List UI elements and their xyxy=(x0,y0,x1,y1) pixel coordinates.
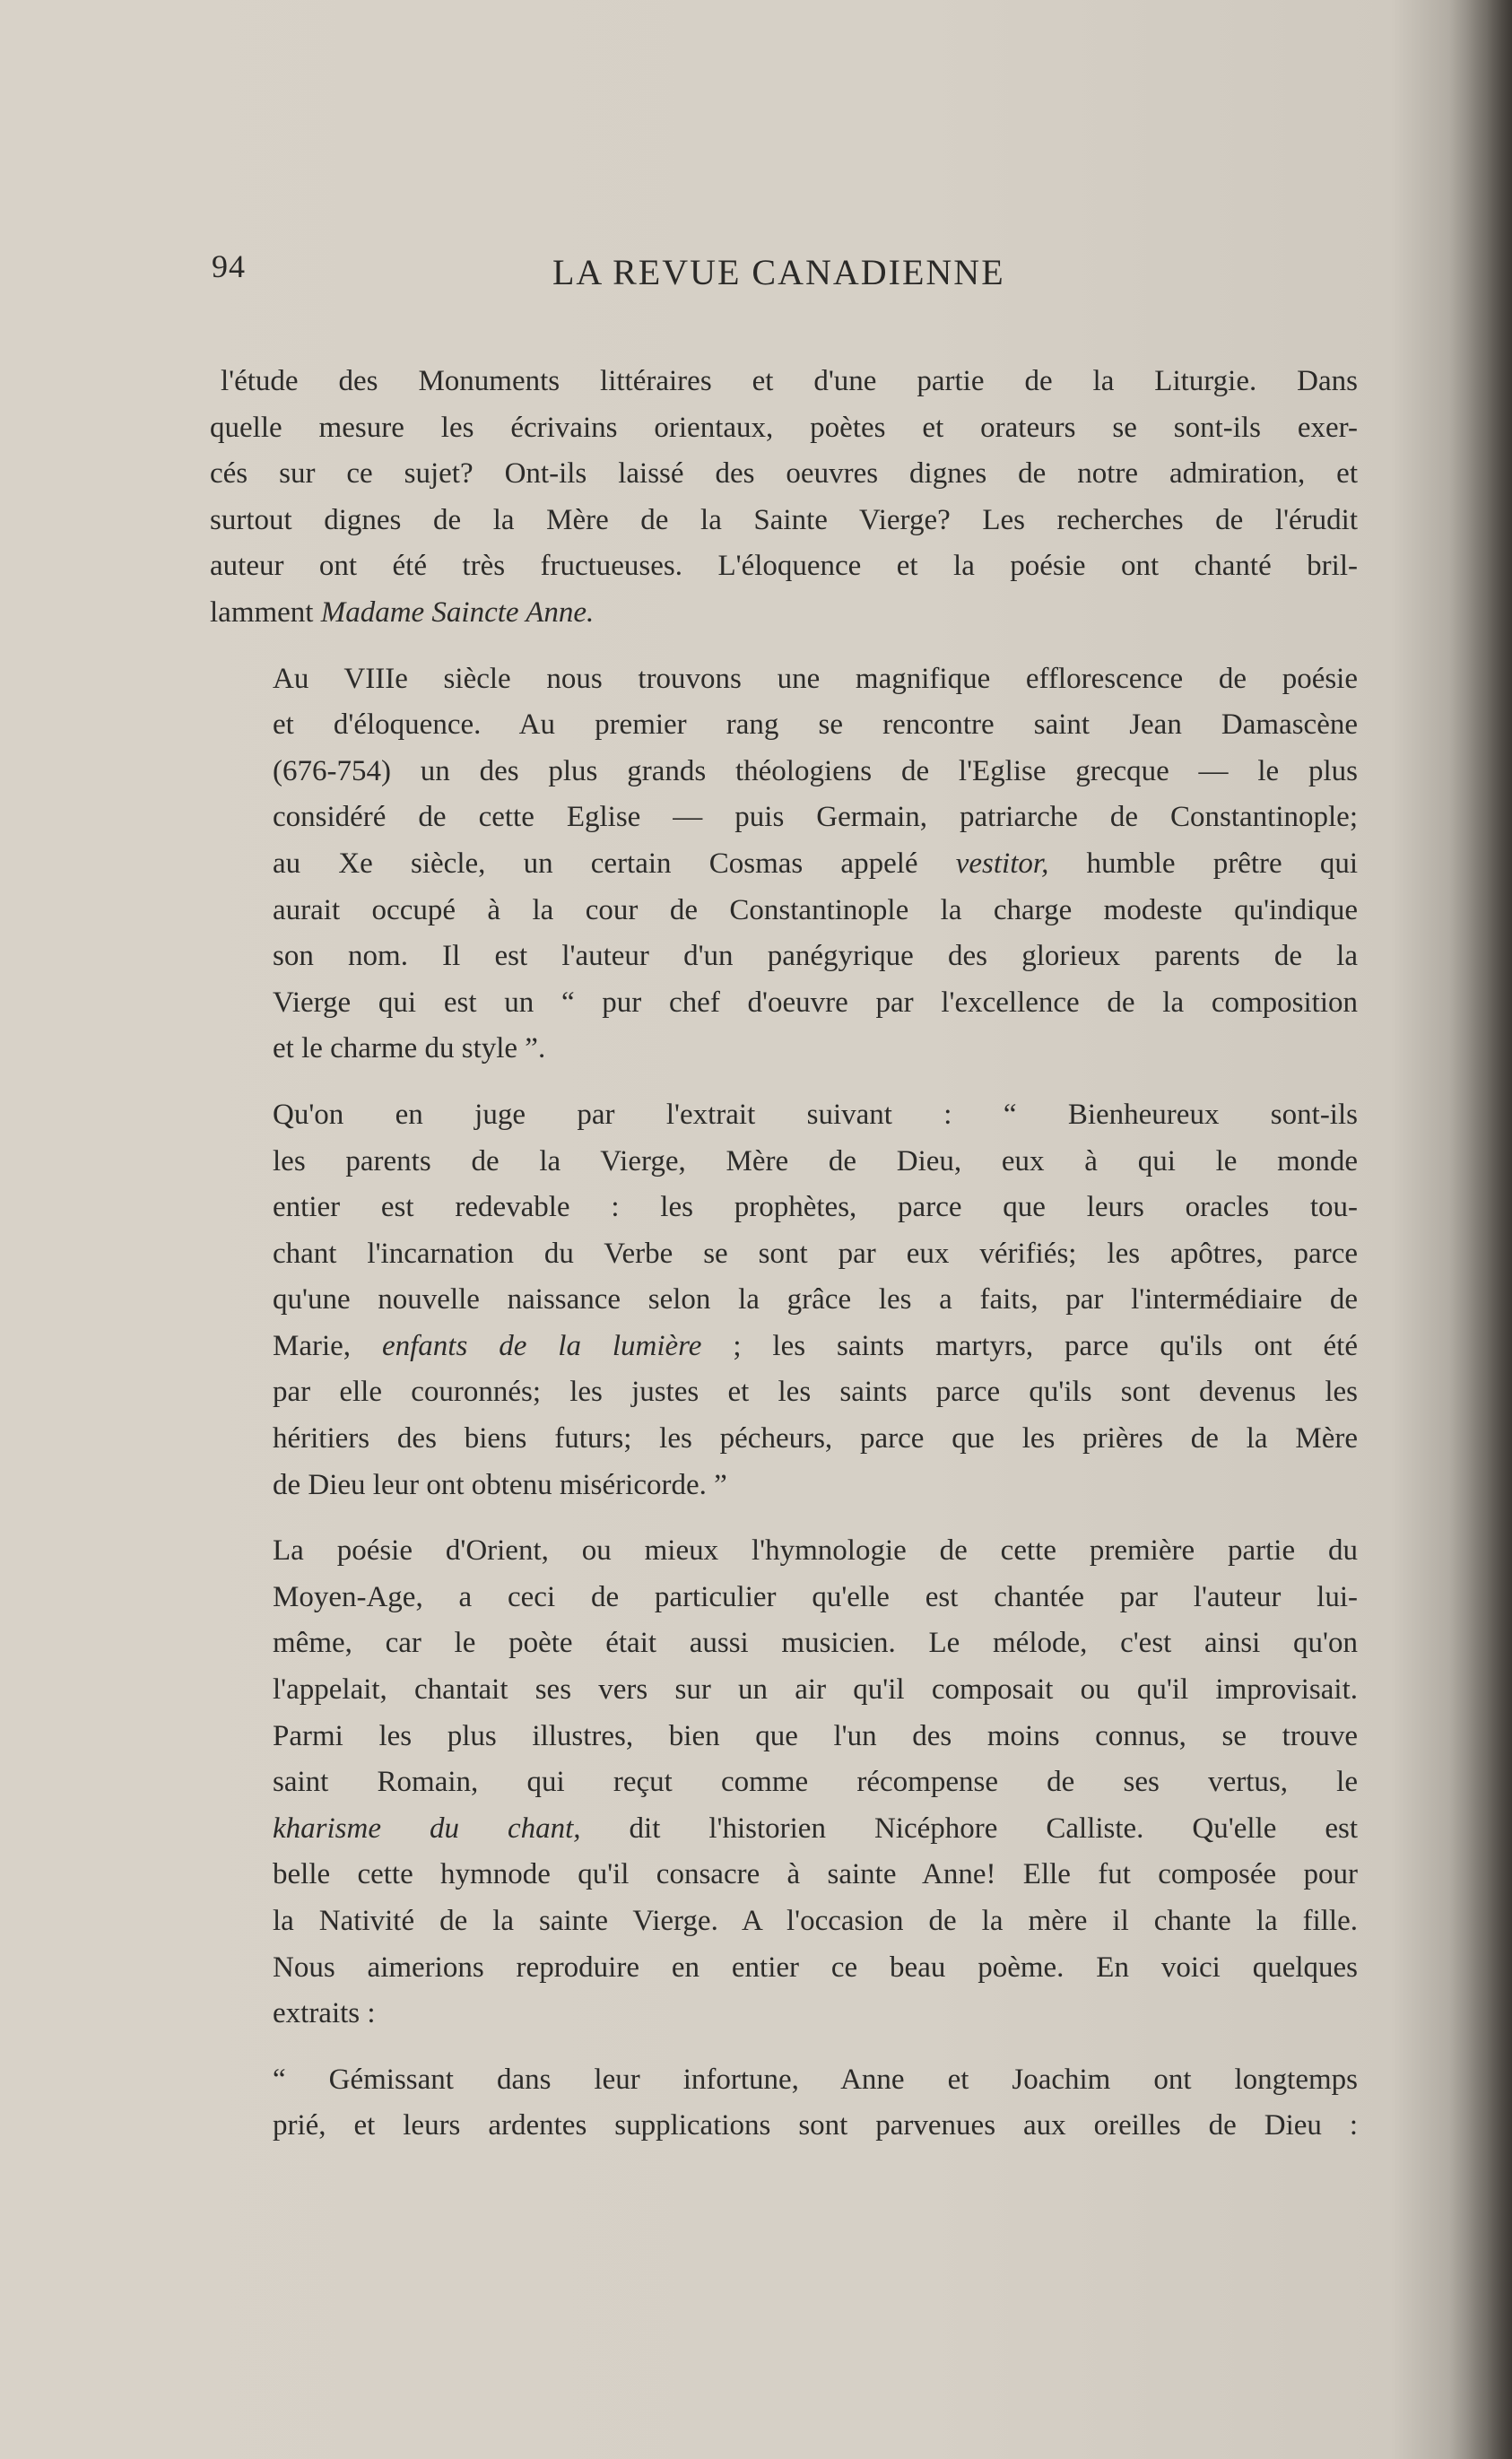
text-line: Qu'on en juge par l'extrait suivant : “ Bienheureux sont-ils xyxy=(273,1098,1358,1131)
text-line: qu'une nouvelle naissance selon la grâce les a faits, par l'intermédiaire de xyxy=(273,1283,1358,1316)
text-span: lamment xyxy=(210,595,321,629)
text-line: considéré de cette Eglise — puis Germain, patriarche de Constantinople; xyxy=(273,801,1358,834)
body-text xyxy=(210,359,1358,2169)
text-line: Moyen-Age, a ceci de particulier qu'elle est chantée par l'auteur lui- xyxy=(273,1580,1358,1613)
text-line: Au VIIIe siècle nous trouvons une magnifique efflorescence de poésie xyxy=(273,662,1358,695)
text-line: La poésie d'Orient, ou mieux l'hymnologie de cette première partie du xyxy=(273,1534,1358,1568)
paragraph-2 xyxy=(210,656,1358,1073)
italic-term: vestitor, xyxy=(955,847,1049,880)
text-line xyxy=(210,590,1358,637)
text-line xyxy=(210,841,1358,888)
text-line: la Nativité de la sainte Vierge. A l'occasion de la mère il chante la fille. xyxy=(273,1905,1358,1937)
italic-term: kharisme du chant, xyxy=(273,1812,581,1845)
text-line: Vierge qui est un “ pur chef d'oeuvre par l'excellence de la composition xyxy=(273,986,1358,1019)
text-line: belle cette hymnode qu'il consacre à sainte Anne! Elle fut composée pour xyxy=(273,1858,1358,1891)
text-line: l'étude des Monuments littéraires et d'une partie de la Liturgie. Dans xyxy=(221,365,1358,397)
text-line: héritiers des biens futurs; les pécheurs, parce que les prières de la Mère xyxy=(273,1422,1358,1455)
text-line xyxy=(210,1806,1358,1853)
text-line: chant l'incarnation du Verbe se sont par eux vérifiés; les apôtres, parce xyxy=(273,1237,1358,1270)
text-line: et le charme du style ”. xyxy=(273,1032,546,1065)
text-line: de Dieu leur ont obtenu miséricorde. ” xyxy=(273,1468,727,1501)
text-span: humble prêtre qui xyxy=(1048,847,1359,880)
paragraph-3 xyxy=(210,1092,1358,1508)
text-line: auteur ont été très fructueuses. L'éloquence et la poésie ont chanté bril- xyxy=(210,550,1358,583)
text-line: prié, et leurs ardentes supplications sont parvenues aux oreilles de Dieu : xyxy=(273,2109,1358,2142)
text-line: (676-754) un des plus grands théologiens de l'Eglise grecque — le plus xyxy=(273,754,1358,787)
paragraph-4 xyxy=(210,1528,1358,2038)
page-header xyxy=(212,244,1369,298)
text-line: son nom. Il est l'auteur d'un panégyrique des glorieux parents de la xyxy=(273,940,1358,973)
text-line: entier est redevable : les prophètes, parce que leurs oracles tou- xyxy=(273,1191,1358,1224)
text-span: Marie, xyxy=(273,1329,382,1362)
text-line: “ Gémissant dans leur infortune, Anne et Joachim ont longtemps xyxy=(273,2063,1358,2096)
text-line: même, car le poète était aussi musicien. Le mélode, c'est ainsi qu'on xyxy=(273,1627,1358,1660)
text-line: cés sur ce sujet? Ont-ils laissé des oeuvres dignes de notre admiration, et xyxy=(210,457,1358,491)
paragraph-1 xyxy=(210,359,1358,637)
text-line: extraits : xyxy=(273,1997,376,2030)
text-line: aurait occupé à la cour de Constantinople la charge modeste qu'indique xyxy=(273,893,1358,926)
running-title: LA REVUE CANADIENNE xyxy=(552,252,1005,292)
text-line xyxy=(210,1324,1358,1370)
text-line: par elle couronnés; les justes et les saints parce qu'ils sont devenus les xyxy=(273,1376,1358,1409)
page-number: 94 xyxy=(212,248,246,284)
text-line: les parents de la Vierge, Mère de Dieu, eux à qui le monde xyxy=(273,1144,1358,1177)
paragraph-5 xyxy=(210,2057,1358,2150)
italic-term: enfants de la lumière xyxy=(381,1329,702,1362)
text-line: saint Romain, qui reçut comme récompense de ses vertus, le xyxy=(273,1766,1358,1799)
text-line: quelle mesure les écrivains orientaux, poètes et orateurs se sont-ils exer- xyxy=(210,411,1358,444)
italic-title: Madame Saincte Anne. xyxy=(320,595,595,629)
text-line: surtout dignes de la Mère de la Sainte Vierge? Les recherches de l'érudit xyxy=(210,503,1358,536)
text-line: l'appelait, chantait ses vers sur un air qu'il composait ou qu'il improvisait. xyxy=(273,1673,1358,1707)
text-line: Nous aimerions reproduire en entier ce beau poème. En voici quelques xyxy=(273,1951,1358,1984)
text-line: et d'éloquence. Au premier rang se rencontre saint Jean Damascène xyxy=(273,708,1358,742)
binding-shadow xyxy=(1449,0,1512,2459)
text-line: Parmi les plus illustres, bien que l'un des moins connus, se trouve xyxy=(273,1719,1358,1752)
text-span: dit l'historien Nicéphore Calliste. Qu'elle est xyxy=(580,1812,1358,1845)
text-span: ; les saints martyrs, parce qu'ils ont été xyxy=(701,1329,1358,1362)
text-span: au Xe siècle, un certain Cosmas appelé xyxy=(273,847,956,880)
